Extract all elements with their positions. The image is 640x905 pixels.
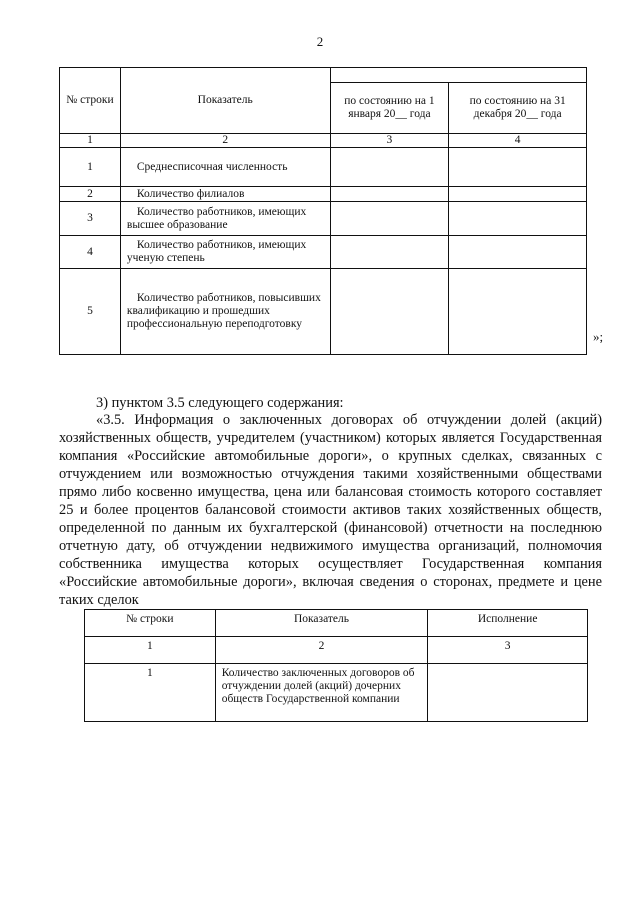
column-number: 3 [330,134,449,148]
value-cell [449,269,587,355]
value-cell [330,202,449,236]
column-number: 3 [428,637,588,664]
header-end-date: по состоянию на 31 декабря 20__ года [449,83,587,134]
employees-table [59,67,587,355]
header-indicator: Показатель [120,68,330,134]
table-row [60,202,587,236]
table-row [85,664,588,722]
row-number: 1 [60,148,121,187]
row-label: Количество работников, повысивших квалификацию и прошедших профессиональную переподготовку [120,269,330,355]
header-row-no: № строки [60,68,121,134]
value-cell [330,269,449,355]
column-number: 2 [120,134,330,148]
column-number: 4 [449,134,587,148]
row-number: 5 [60,269,121,355]
table-row [60,148,587,187]
value-cell [330,236,449,269]
column-number: 1 [85,637,216,664]
table-header-row [85,610,588,637]
table-header-top-row [60,68,587,83]
main-paragraph: «3.5. Информация о заключенных договорах об отчуждении долей (акций) хозяйственных обществ, учредителем (участником) которых является Государственная компания «Российские автомобильные дороги», о крупных сделках, связанных с отчуждением или возможностью отчуждения такими хозяйственными обществами прямо либо косвенно имущества, цена или балансовая стоимость которого составляет 25 и более процентов балансовой стоимости активов таких хозяйственных обществ, определенной по данным их бухгалтерской (финансовой) отчетности на последнюю отчетную дату, об отчуждении недвижимого имущества организаций, полномочия собственника имущества которых осуществляет Государственная компания «Российские автомобильные дороги», включая сведения о сторонах, предмете и цене таких сделок [59,412,602,608]
table-row [60,236,587,269]
table-row [60,187,587,202]
value-cell [330,187,449,202]
column-number-row [85,637,588,664]
value-cell [449,148,587,187]
value-cell [428,664,588,722]
header-indicator: Показатель [215,610,428,637]
header-period-group [330,68,586,83]
row-label: Количество работников, имеющих высшее образование [120,202,330,236]
value-cell [449,187,587,202]
page-number: 2 [316,34,324,49]
row-label: Количество заключенных договоров об отчуждении долей (акций) дочерних обществ Государственной компании [215,664,428,722]
row-label: Среднесписочная численность [120,148,330,187]
row-number: 4 [60,236,121,269]
column-number: 1 [60,134,121,148]
value-cell [449,236,587,269]
row-number: 2 [60,187,121,202]
contracts-table [84,609,588,722]
column-number: 2 [215,637,428,664]
table-row [60,269,587,355]
row-number: 1 [85,664,216,722]
header-execution: Исполнение [428,610,588,637]
column-number-row [60,134,587,148]
row-label: Количество филиалов [120,187,330,202]
value-cell [449,202,587,236]
value-cell [330,148,449,187]
intro-paragraph: 3) пунктом 3.5 следующего содержания: [96,395,344,411]
closing-quote-mark: »; [593,329,604,344]
header-row-no: № строки [85,610,216,637]
header-start-date: по состоянию на 1 января 20__ года [330,83,449,134]
row-number: 3 [60,202,121,236]
row-label: Количество работников, имеющих ученую степень [120,236,330,269]
